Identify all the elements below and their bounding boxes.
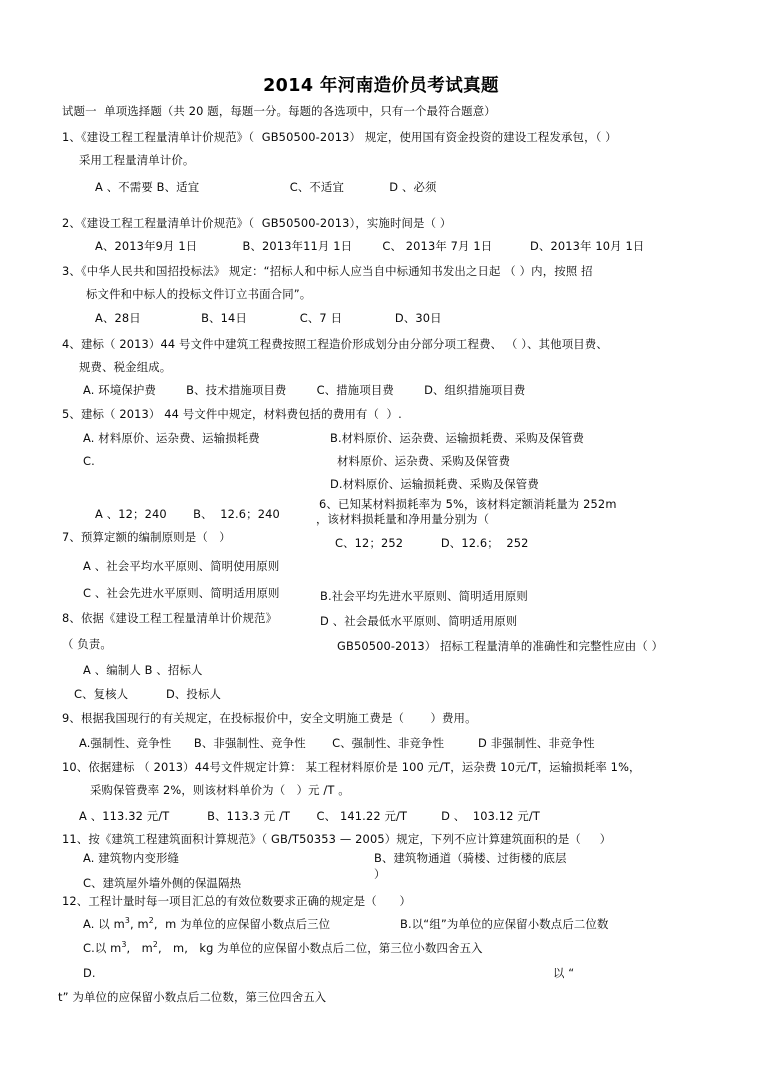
question-9-options: A.强制性、竞争性 B、非强制性、竞争性 C、强制性、非竞争性 D 非强制性、非竞争性 xyxy=(79,736,595,750)
question-11-option-b-line-1: B、建筑物通道（骑楼、过街楼的底层 xyxy=(374,851,567,865)
question-12-stem-line-1: 12、工程计量时每一项目汇总的有效位数要求正确的规定是（ ） xyxy=(62,894,412,908)
question-11-option-c: C、建筑屋外墙外侧的保温隔热 xyxy=(83,876,242,890)
question-8-options-line-1: A 、编制人 B 、招标人 xyxy=(83,663,203,677)
question-8-stem-line-2: （ 负责。 xyxy=(62,637,112,651)
question-12-option-d-continuation: t” 为单位的应保留小数点后二位数，第三位四舍五入 xyxy=(58,990,327,1004)
question-12-option-d-tail-right: 以 “ xyxy=(553,966,575,980)
question-4-stem-line-1: 4、建标（ 2013）44 号文件中建筑工程费按照工程造价形成划分由分部分项工程费、 （ ）、其他项目费、 xyxy=(62,337,608,351)
question-8-options-line-2: C、复核人 D、投标人 xyxy=(74,687,222,701)
question-1-stem-line-1: 1、《建设工程工程量清单计价规范》（ GB50500-2013） 规定，使用国有资金投资的建设工程发承包，（ ） xyxy=(62,130,617,144)
question-5-option-b: B.材料原价、运杂费、运输损耗费、采购及保管费 xyxy=(330,431,585,445)
question-5-stem-line-1: 5、建标（ 2013） 44 号文件中规定，材料费包括的费用有（ ）. xyxy=(62,407,402,421)
section-header: 试题一 单项选择题（共 20 题，每题一分。每题的各选项中，只有一个最符合题意） xyxy=(62,104,496,118)
question-7-option-d: D 、社会最低水平原则、简明适用原则 xyxy=(320,614,518,628)
question-11-option-b-line-2: ） xyxy=(374,867,386,881)
question-1-options: A 、不需要 B、适宜 C、不适宜 D 、必须 xyxy=(95,180,437,194)
question-5-option-d: D.材料原价、运输损耗费、采购及保管费 xyxy=(330,477,539,491)
question-12-option-b: B.以“组”为单位的应保留小数点后二位数 xyxy=(400,917,609,931)
question-3-stem-line-1: 3、《中华人民共和国招投标法》 规定：“招标人和中标人应当自中标通知书发出之日起 （ ）内，按照 招 xyxy=(62,264,593,278)
question-12-option-c: C.以 $m^3$, $m^2$, m, kg 为单位的应保留小数点后二位，第三位小数四舍五入 xyxy=(83,940,483,955)
question-8-stem-line-1: 8、依据《建设工程工程量清单计价规范》 xyxy=(62,611,278,625)
question-3-stem-line-2: 标文件和中标人的投标文件订立书面合同”。 xyxy=(86,287,312,301)
question-6-stem-line-2: ，该材料损耗量和净用量分别为（ xyxy=(316,512,490,526)
question-12-option-d-label: D. xyxy=(83,966,96,980)
question-7-option-b: B.社会平均先进水平原则、简明适用原则 xyxy=(320,589,528,603)
question-11-option-a: A. 建筑物内变形缝 xyxy=(83,851,180,865)
question-5-option-c-label: C. xyxy=(83,454,95,468)
question-4-stem-line-2: 规费、税金组成。 xyxy=(79,360,172,374)
question-7-option-a: A 、社会平均水平原则、简明使用原则 xyxy=(83,559,280,573)
question-5-option-c-text: 材料原价、运杂费、采购及保管费 xyxy=(337,454,511,468)
question-9-stem-line-1: 9、根据我国现行的有关规定，在投标报价中，安全文明施工费是（ ）费用。 xyxy=(62,711,477,725)
question-7-stem-line-1: 7、预算定额的编制原则是（ ） xyxy=(62,530,231,544)
question-10-stem-line-2: 采购保管费率 2%，则该材料单价为（ ）元 /T 。 xyxy=(90,783,350,797)
question-6-options-right: C、12；252 D、12.6； 252 xyxy=(335,536,529,550)
question-10-stem-line-1: 10、依据建标 （ 2013）44号文件规定计算： 某工程材料原价是 100 元/T，运杂费 10元/T，运输损耗率 1%， xyxy=(62,760,641,774)
question-8-stem-right: GB50500-2013） 招标工程量清单的准确性和完整性应由（ ） xyxy=(337,639,664,653)
question-7-option-c: C 、社会先进水平原则、简明适用原则 xyxy=(83,586,280,600)
question-11-stem-line-1: 11、按《建筑工程建筑面积计算规范》（ GB/T50353 — 2005）规定，下列不应计算建筑面积的是（ ） xyxy=(62,832,612,846)
question-5-option-a: A. 材料原价、运杂费、运输损耗费 xyxy=(83,431,260,445)
page-title: 2014 年河南造价员考试真题 xyxy=(263,76,499,96)
question-3-options: A、28日 B、14日 C、7 日 D、30日 xyxy=(95,311,442,325)
question-10-options: A 、113.32 元/T B、113.3 元 /T C、 141.22 元/T D 、 103.12 元/T xyxy=(79,809,541,823)
question-1-stem-line-2: 采用工程量清单计价。 xyxy=(79,153,195,167)
question-6-stem-line-1: 6、已知某材料损耗率为 5%，该材料定额消耗量为 252m xyxy=(319,497,617,511)
question-2-stem-line-1: 2、《建设工程工程量清单计价规范》（ GB50500-2013），实施时间是（ ） xyxy=(62,216,452,230)
question-2-options: A、2013年9月 1日 B、2013年11月 1日 C、 2013年 7月 1日 D、2013年 10月 1日 xyxy=(95,239,645,253)
question-6-options-left: A 、12；240 B、 12.6；240 xyxy=(95,507,280,521)
question-4-options: A. 环境保护费 B、技术措施项目费 C、措施项目费 D、组织措施项目费 xyxy=(83,383,526,397)
question-12-option-a: A. 以 $m^3$, $m^2$, m 为单位的应保留小数点后三位 xyxy=(83,916,331,931)
